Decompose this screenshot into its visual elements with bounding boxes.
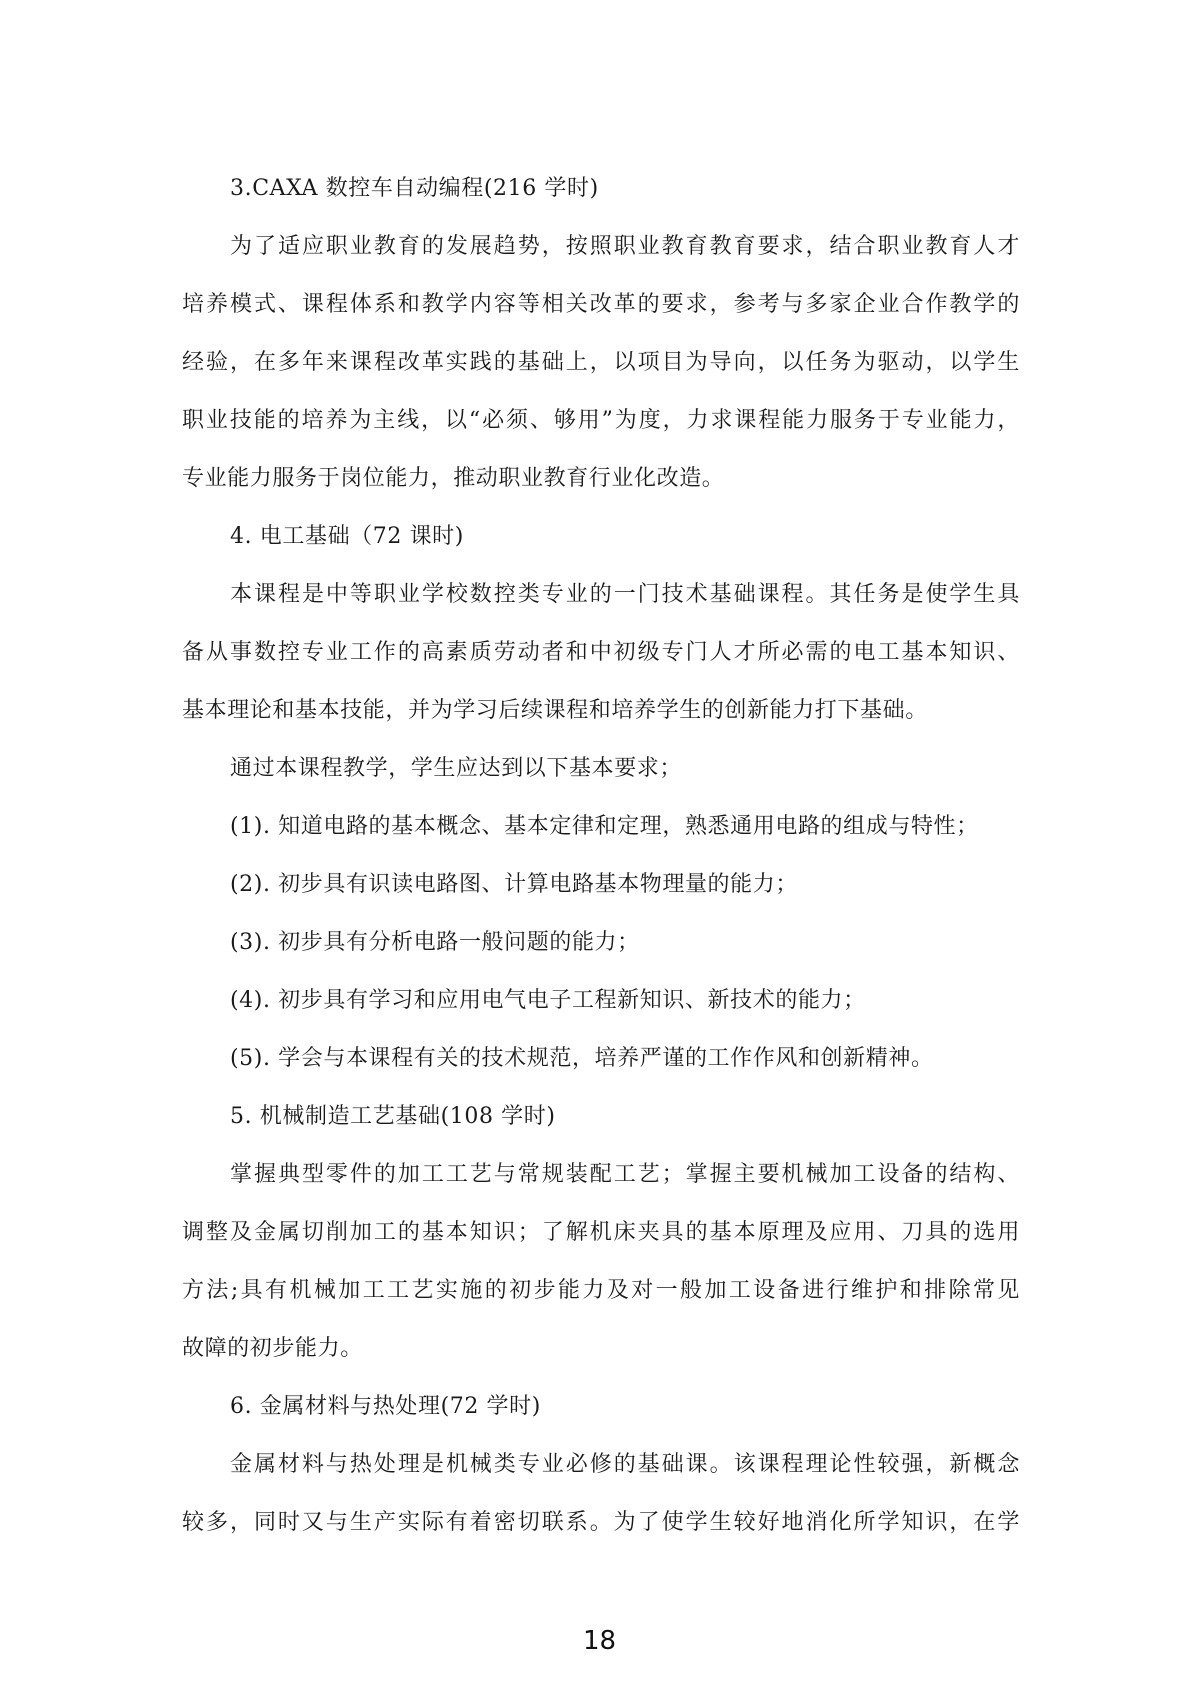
heading-caxa: 3.CAXA 数控车自动编程(216 学时) — [230, 176, 599, 201]
paragraph-line: 经验，在多年来课程改革实践的基础上，以项目为导向，以任务为驱动，以学生 — [182, 350, 1020, 375]
list-item: (3). 初步具有分析电路一般问题的能力； — [230, 930, 640, 955]
heading-metal-materials: 6. 金属材料与热处理(72 学时) — [230, 1394, 541, 1419]
paragraph-line: 金属材料与热处理是机械类专业必修的基础课。该课程理论性较强，新概念 — [230, 1452, 1020, 1477]
paragraph-line: 通过本课程教学，学生应达到以下基本要求； — [230, 756, 683, 781]
paragraph-line: 较多，同时又与生产实际有着密切联系。为了使学生较好地消化所学知识，在学 — [182, 1510, 1020, 1535]
paragraph-line: 为了适应职业教育的发展趋势，按照职业教育教育要求，结合职业教育人才 — [230, 234, 1020, 259]
heading-electrical: 4. 电工基础（72 课时) — [230, 524, 464, 549]
paragraph-line: 方法;具有机械加工工艺实施的初步能力及对一般加工设备进行维护和排除常见 — [182, 1278, 1020, 1303]
paragraph-line: 本课程是中等职业学校数控类专业的一门技术基础课程。其任务是使学生具 — [230, 582, 1020, 607]
list-item: (1). 知道电路的基本概念、基本定律和定理，熟悉通用电路的组成与特性； — [230, 814, 979, 839]
paragraph-line: 培养模式、课程体系和教学内容等相关改革的要求，参考与多家企业合作教学的 — [182, 292, 1020, 317]
paragraph-line: 专业能力服务于岗位能力，推动职业教育行业化改造。 — [182, 466, 725, 491]
list-item: (2). 初步具有识读电路图、计算电路基本物理量的能力； — [230, 872, 798, 897]
page-number: 18 — [582, 1626, 617, 1656]
list-item: (5). 学会与本课程有关的技术规范，培养严谨的工作作风和创新精神。 — [230, 1046, 934, 1071]
paragraph-line: 职业技能的培养为主线，以“必须、够用”为度，力求课程能力服务于专业能力， — [182, 408, 1020, 433]
paragraph-line: 备从事数控专业工作的高素质劳动者和中初级专门人才所必需的电工基本知识、 — [182, 640, 1020, 665]
list-item: (4). 初步具有学习和应用电气电子工程新知识、新技术的能力； — [230, 988, 866, 1013]
paragraph-line: 调整及金属切削加工的基本知识；了解机床夹具的基本原理及应用、刀具的选用 — [182, 1220, 1020, 1245]
paragraph-line: 掌握典型零件的加工工艺与常规装配工艺；掌握主要机械加工设备的结构、 — [230, 1162, 1020, 1187]
paragraph-line: 基本理论和基本技能，并为学习后续课程和培养学生的创新能力打下基础。 — [182, 698, 928, 723]
heading-machining: 5. 机械制造工艺基础(108 学时) — [230, 1104, 556, 1129]
paragraph-line: 故障的初步能力。 — [182, 1336, 363, 1361]
document-body — [182, 160, 1020, 1552]
